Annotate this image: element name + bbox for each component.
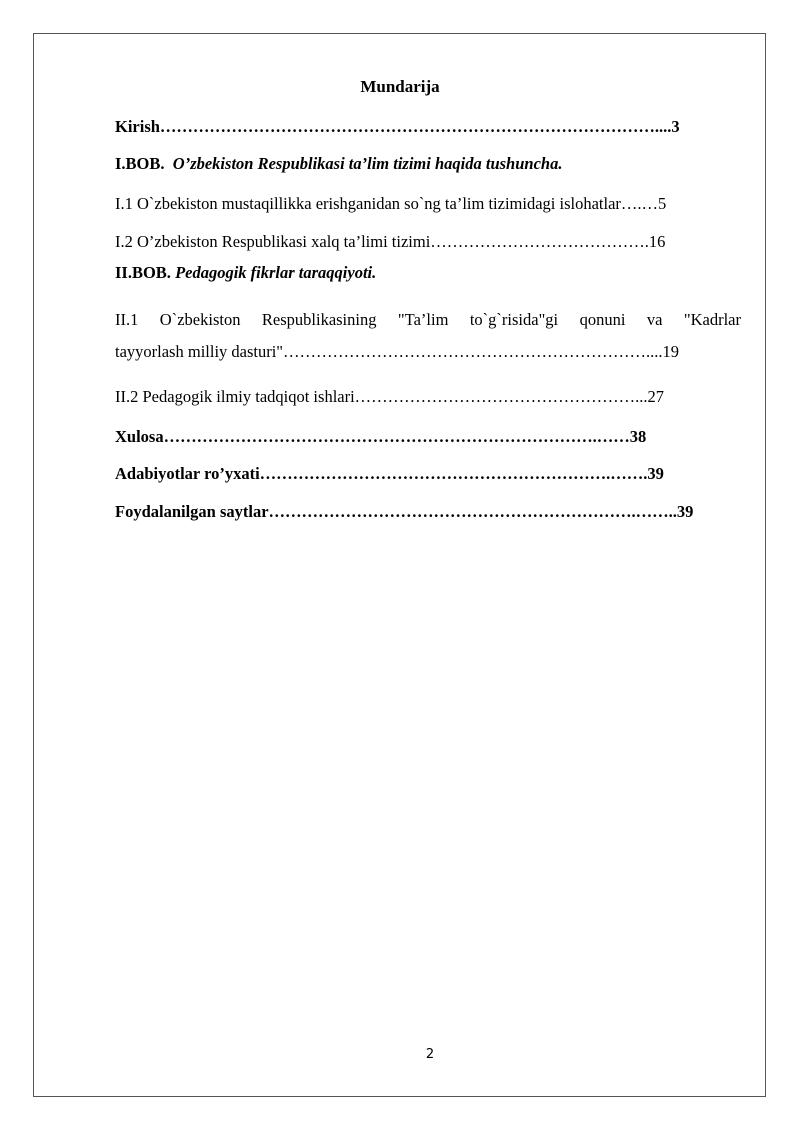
toc-entry-2-1-line1: II.1 O`zbekiston Respublikasining "Ta’lim to`g`risida"gi qonuni va "Kadrlar	[115, 310, 741, 329]
chapter-1-prefix: I.BOB.	[115, 154, 165, 173]
toc-entry-1-2: I.2 O’zbekiston Respublikasi xalq ta’limi tizimi………………………………….16	[115, 232, 666, 251]
toc-entry-2-1-line2: tayyorlash milliy dasturi"…………………………………………………………....19	[115, 342, 680, 361]
toc-chapter-1	[115, 153, 741, 175]
chapter-1-title: O’zbekiston Respublikasi ta’lim tizimi haqida tushuncha.	[172, 154, 563, 173]
toc-chapter-2	[115, 262, 741, 284]
chapter-2-title: Pedagogik fikrlar taraqqiyoti.	[175, 263, 377, 282]
toc-entry-kirish: Kirish………………………………………………………………………………....3	[115, 117, 680, 136]
toc-entry-2-2: II.2 Pedagogik ilmiy tadqiqot ishlari……………………………………………...27	[115, 387, 665, 406]
chapter-2-prefix: II.BOB.	[115, 263, 171, 282]
toc-entry-saytlar: Foydalanilgan saytlar………………………………………………………….……..39	[115, 502, 694, 521]
toc-entry-xulosa: Xulosa…………………………………………………………………….……38	[115, 427, 647, 446]
toc-title: Mundarija	[360, 77, 440, 96]
toc-entry-1-1: I.1 O`zbekiston mustaqillikka erishganidan so`ng ta’lim tizimidagi islohatlar….…5	[115, 194, 667, 213]
toc-entry-adabiyotlar: Adabiyotlar ro’yxati……………………………………………………….…….39	[115, 464, 664, 483]
page-number: 2	[425, 1047, 435, 1062]
